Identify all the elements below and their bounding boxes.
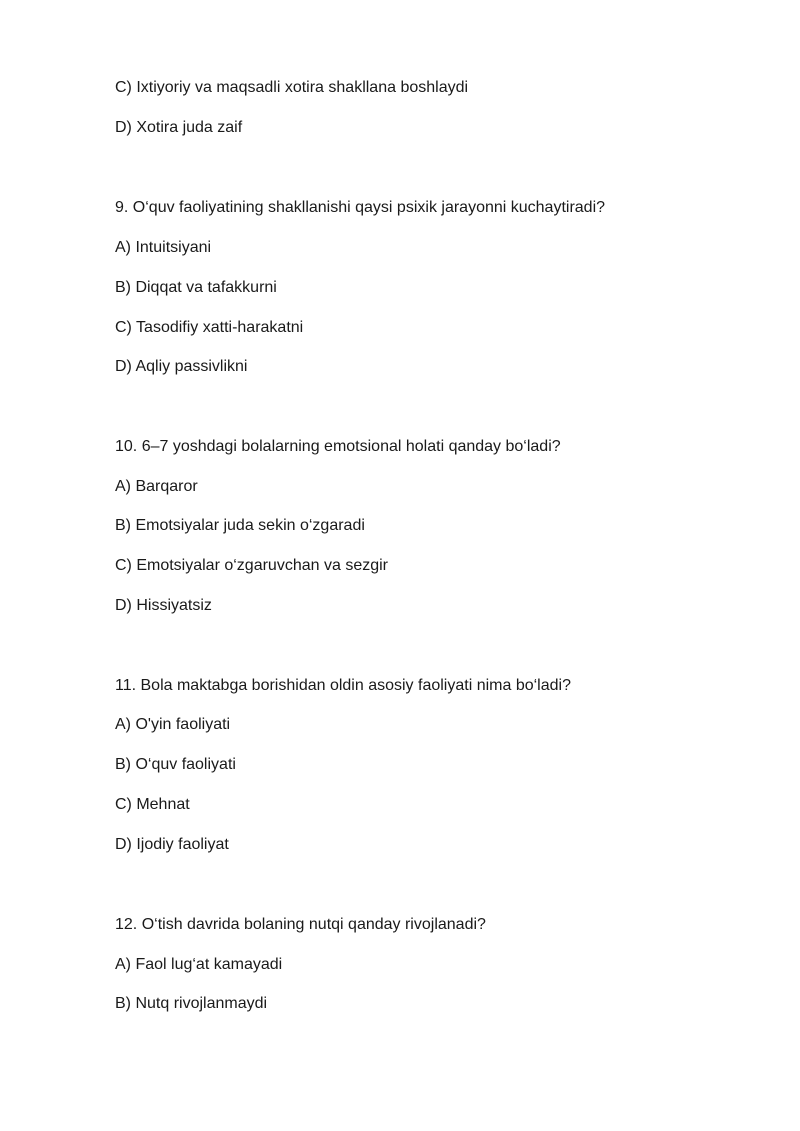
option-10d: D) Hissiyatsiz	[115, 597, 212, 614]
option-10c: C) Emotsiyalar o‘zgaruvchan va sezgir	[115, 557, 388, 574]
option-12a: A) Faol lug‘at kamayadi	[115, 956, 283, 973]
option-9a: A) Intuitsiyani	[115, 239, 212, 256]
question-10: 10. 6–7 yoshdagi bolalarning emotsional holati qanday bo‘ladi?	[115, 438, 561, 455]
question-9: 9. O‘quv faoliyatining shakllanishi qaysi psixik jarayonni kuchaytiradi?	[115, 199, 606, 216]
option-11c: C) Mehnat	[115, 796, 190, 813]
option-8c: C) Ixtiyoriy va maqsadli xotira shakllana boshlaydi	[115, 79, 469, 96]
option-8d: D) Xotira juda zaif	[115, 119, 243, 136]
question-11: 11. Bola maktabga borishidan oldin asosiy faoliyati nima bo‘ladi?	[115, 677, 571, 694]
option-10a: A) Barqaror	[115, 478, 198, 495]
option-9c: C) Tasodifiy xatti-harakatni	[115, 319, 304, 336]
option-11a: A) O'yin faoliyati	[115, 716, 231, 733]
option-11d: D) Ijodiy faoliyat	[115, 836, 229, 853]
option-9b: B) Diqqat va tafakkurni	[115, 279, 277, 296]
option-9d: D) Aqliy passivlikni	[115, 358, 248, 375]
option-12b: B) Nutq rivojlanmaydi	[115, 995, 268, 1012]
question-12: 12. O‘tish davrida bolaning nutqi qanday rivojlanadi?	[115, 916, 486, 933]
option-10b: B) Emotsiyalar juda sekin o‘zgaradi	[115, 517, 365, 534]
option-11b: B) O‘quv faoliyati	[115, 756, 236, 773]
